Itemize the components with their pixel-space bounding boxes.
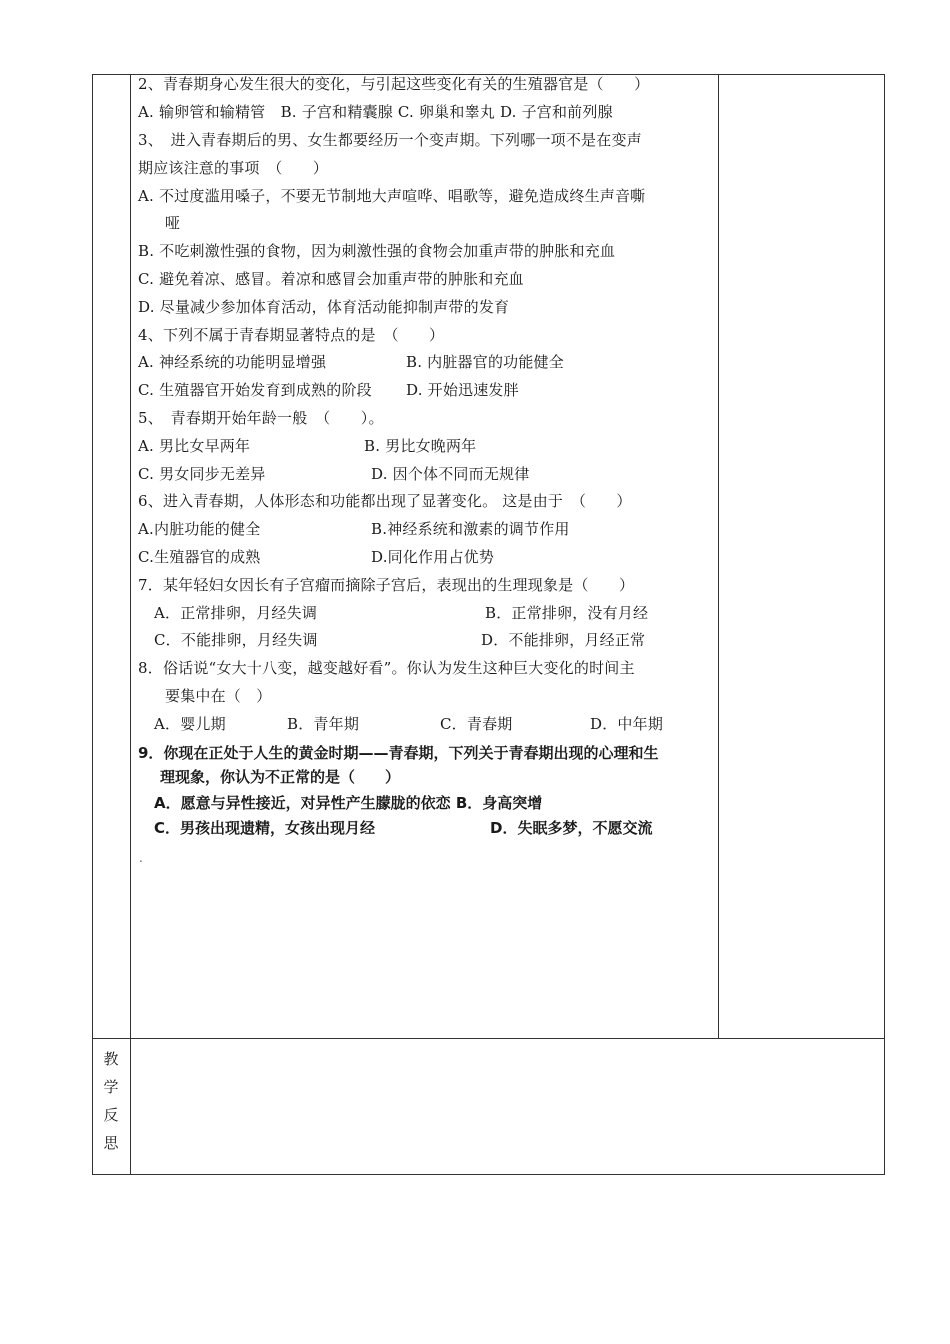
question-3-option-c: C. 避免着凉、感冒。着凉和感冒会加重声带的肿胀和充血	[138, 270, 524, 288]
question-5-option-a: A. 男比女早两年	[138, 437, 251, 455]
stray-mark: .	[139, 851, 143, 865]
reflection-label-char-4: 思	[103, 1134, 119, 1152]
question-8-option-d: D．中年期	[590, 715, 664, 733]
question-8-stem-cont: 要集中在（ ）	[165, 687, 272, 705]
question-7-option-b: B．正常排卵，没有月经	[485, 604, 649, 622]
question-4-option-c: C. 生殖器官开始发育到成熟的阶段	[138, 381, 372, 399]
question-3-stem-cont: 期应该注意的事项 （ ）	[138, 159, 329, 177]
question-8-option-b: B．青年期	[287, 715, 360, 733]
notes-column-divider	[718, 74, 719, 1039]
question-8-option-a: A．婴儿期	[154, 715, 226, 733]
question-3-option-d: D. 尽量减少参加体育活动，体育活动能抑制声带的发育	[138, 298, 510, 316]
question-7-option-d: D．不能排卵，月经正常	[481, 631, 646, 649]
question-5-option-c: C. 男女同步无差异	[138, 465, 266, 483]
question-9-option-c: C．男孩出现遗精，女孩出现月经	[154, 819, 376, 837]
question-3-option-a-cont: 哑	[165, 214, 181, 232]
question-4-option-b: B. 内脏器官的功能健全	[406, 353, 564, 371]
question-9-option-ab: A．愿意与异性接近，对异性产生朦胧的依恋 B．身高突增	[154, 794, 543, 812]
reflection-label-char-1: 教	[103, 1050, 119, 1068]
question-9-option-d: D．失眠多梦，不愿交流	[490, 819, 653, 837]
question-3-option-a: A. 不过度滥用嗓子，不要无节制地大声喧哗、唱歌等，避免造成终生声音嘶	[138, 187, 646, 205]
question-8-stem: 8．俗话说“女大十八变，越变越好看”。你认为发生这种巨大变化的时间主	[138, 659, 635, 677]
question-8-option-c: C．青春期	[440, 715, 513, 733]
reflection-label-char-3: 反	[103, 1106, 119, 1124]
question-7-option-c: C．不能排卵，月经失调	[154, 631, 318, 649]
question-6-option-d: D.同化作用占优势	[371, 548, 495, 566]
question-5-option-d: D. 因个体不同而无规律	[371, 465, 530, 483]
label-column-divider	[130, 74, 131, 1175]
question-9-stem-cont: 理现象，你认为不正常的是（ ）	[160, 768, 401, 786]
reflection-label-char-2: 学	[103, 1078, 119, 1096]
question-3-option-b: B. 不吃刺激性强的食物，因为刺激性强的食物会加重声带的肿胀和充血	[138, 242, 616, 260]
question-4-option-d: D. 开始迅速发胖	[406, 381, 519, 399]
table-bottom-border	[92, 1174, 885, 1175]
question-6-stem: 6、进入青春期，人体形态和功能都出现了显著变化。 这是由于 （ ）	[138, 492, 632, 510]
row-divider	[92, 1038, 885, 1039]
table-left-border	[92, 74, 93, 1175]
question-6-option-b: B.神经系统和激素的调节作用	[371, 520, 570, 538]
question-4-option-a: A. 神经系统的功能明显增强	[138, 353, 327, 371]
question-4-stem: 4、下列不属于青春期显著特点的是 （ ）	[138, 326, 445, 344]
question-2-stem: 2、青春期身心发生很大的变化，与引起这些变化有关的生殖器官是（ ）	[138, 75, 650, 93]
question-5-stem: 5、 青春期开始年龄一般 （ ）。	[138, 409, 384, 427]
question-5-option-b: B. 男比女晚两年	[364, 437, 477, 455]
question-7-stem: 7．某年轻妇女因长有子宫瘤而摘除子宫后，表现出的生理现象是（ ）	[138, 576, 635, 594]
question-9-stem: 9．你现在正处于人生的黄金时期——青春期，下列关于青春期出现的心理和生	[138, 744, 659, 762]
question-7-option-a: A．正常排卵，月经失调	[154, 604, 318, 622]
question-6-option-c: C.生殖器官的成熟	[138, 548, 261, 566]
table-right-border	[884, 74, 885, 1175]
question-2-options: A. 输卵管和输精管 B. 子宫和精囊腺 C. 卵巢和睾丸 D. 子宫和前列腺	[138, 103, 613, 121]
question-3-stem: 3、 进入青春期后的男、女生都要经历一个变声期。下列哪一项不是在变声	[138, 131, 642, 149]
question-6-option-a: A.内脏功能的健全	[138, 520, 261, 538]
